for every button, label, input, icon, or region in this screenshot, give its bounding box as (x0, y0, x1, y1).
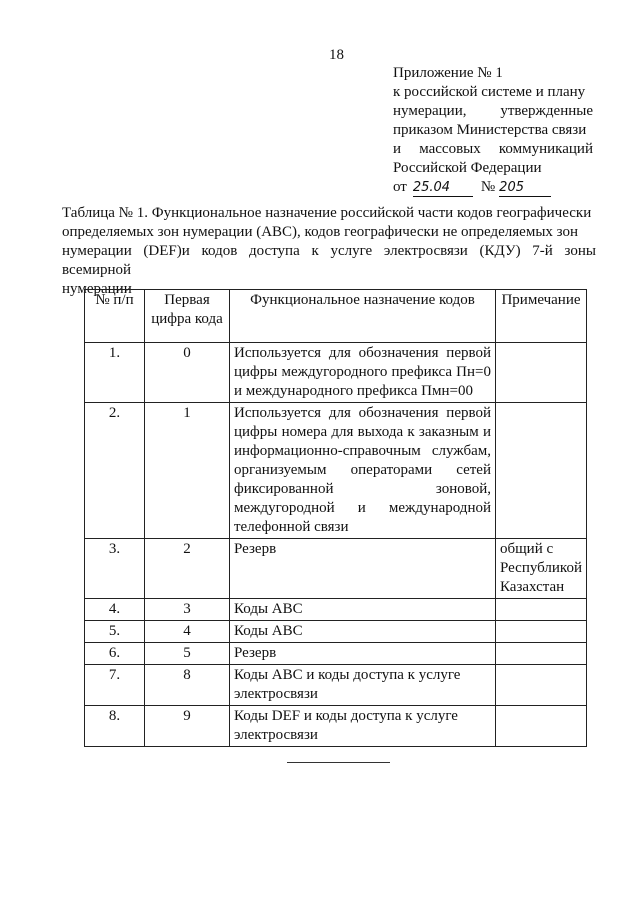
table-row (85, 539, 587, 599)
table-caption (62, 204, 596, 299)
annex-header (393, 64, 593, 197)
annex-title: Приложение № 1 (393, 65, 503, 81)
table-row (85, 599, 587, 621)
annex-line-2-b: утвержденные (500, 103, 593, 119)
row-note (496, 403, 587, 539)
row-digit: 0 (145, 343, 230, 403)
row-number: 8. (85, 706, 145, 747)
row-number: 5. (85, 621, 145, 643)
annex-line-4-a: и (393, 141, 402, 157)
row-digit: 2 (145, 539, 230, 599)
table-header-row (85, 290, 587, 343)
row-purpose: Коды ABC и коды доступа к услуге электросвязи (230, 665, 496, 706)
caption-line-3: нумерации (DEF)и кодов доступа к услуге электросвязи (КДУ) 7-й зоны всемирной (62, 243, 596, 278)
header-number: № п/п (85, 290, 145, 343)
row-digit: 9 (145, 706, 230, 747)
row-purpose: Коды ABC (230, 621, 496, 643)
annex-line-4-c: коммуникаций (498, 141, 593, 157)
row-digit: 5 (145, 643, 230, 665)
header-purpose: Функциональное назначение кодов (230, 290, 496, 343)
annex-line-2-a: нумерации, (393, 103, 467, 119)
annex-line-3: приказом Министерства связи (393, 122, 587, 138)
page-number: 18 (329, 47, 344, 63)
row-purpose: Резерв (230, 643, 496, 665)
annex-date-number-row (393, 178, 593, 197)
date-prefix: от (393, 179, 407, 195)
row-note (496, 706, 587, 747)
handwritten-date: 25.04 (413, 179, 473, 197)
annex-line-4-b: массовых (419, 141, 481, 157)
table-row (85, 621, 587, 643)
row-digit: 8 (145, 665, 230, 706)
row-number: 1. (85, 343, 145, 403)
table-row (85, 343, 587, 403)
row-digit: 4 (145, 621, 230, 643)
row-number: 7. (85, 665, 145, 706)
number-prefix: № (480, 179, 496, 195)
caption-line-4: нумерации (62, 281, 132, 297)
annex-line-5: Российской Федерации (393, 160, 542, 176)
row-purpose: Используется для обозначения первой цифры номера для выхода к заказным и информационно-справочным службам, организуемым операторами сетей фиксированной зоновой, междугородной и международной телефонной связи (230, 403, 496, 539)
row-number: 6. (85, 643, 145, 665)
row-note (496, 643, 587, 665)
handwritten-number: 205 (499, 179, 551, 197)
row-note (496, 665, 587, 706)
row-purpose: Используется для обозначения первой цифры междугородного префикса Пн=0 и международного префикса Пмн=00 (230, 343, 496, 403)
row-number: 3. (85, 539, 145, 599)
table-row (85, 665, 587, 706)
annex-line-1: к российской системе и плану (393, 84, 586, 100)
row-digit: 3 (145, 599, 230, 621)
annex-line-4 (393, 140, 593, 159)
table-row (85, 403, 587, 539)
row-note: общий с Республикой Казахстан (496, 539, 587, 599)
row-purpose: Коды ABC (230, 599, 496, 621)
row-purpose: Резерв (230, 539, 496, 599)
table-row (85, 643, 587, 665)
header-note: Примечание (496, 290, 587, 343)
row-number: 4. (85, 599, 145, 621)
row-digit: 1 (145, 403, 230, 539)
row-note (496, 599, 587, 621)
header-first-digit: Первая цифра кода (145, 290, 230, 343)
table-row (85, 706, 587, 747)
caption-line-2: определяемых зон нумерации (ABC), кодов географически не определяемых зон (62, 224, 579, 240)
footnote-separator-line (287, 762, 390, 763)
row-note (496, 343, 587, 403)
row-note (496, 621, 587, 643)
codes-table (84, 289, 587, 747)
row-purpose: Коды DEF и коды доступа к услуге электросвязи (230, 706, 496, 747)
row-number: 2. (85, 403, 145, 539)
caption-line-1: Таблица № 1. Функциональное назначение российской части кодов географически (62, 205, 592, 221)
annex-line-2 (393, 102, 593, 121)
